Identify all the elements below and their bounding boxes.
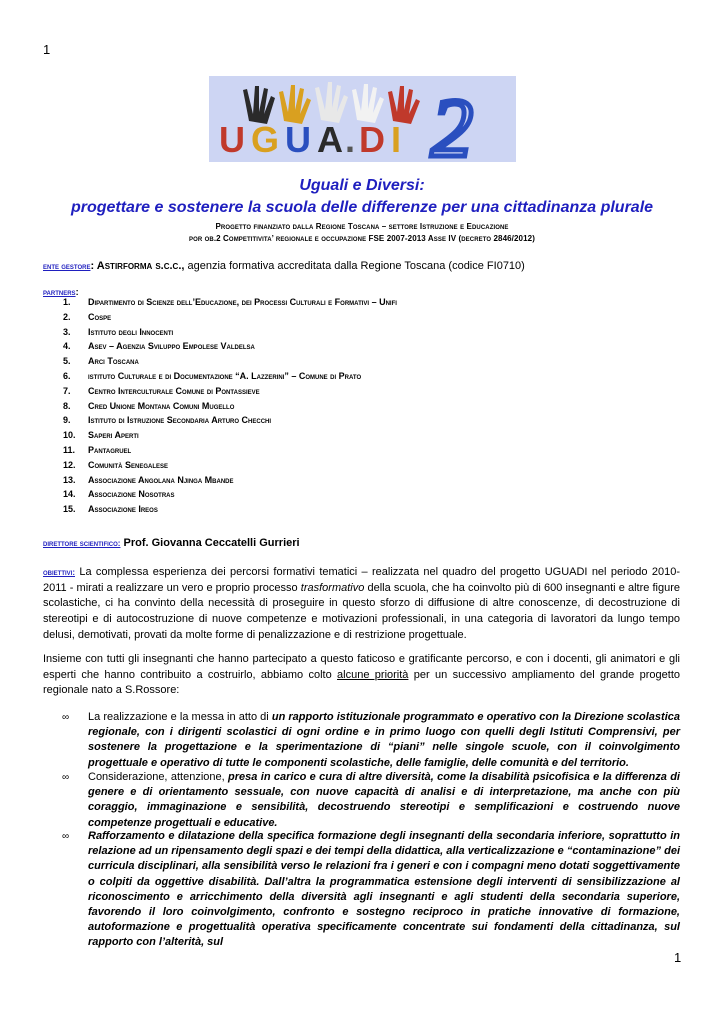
- partners-list: [63, 297, 397, 519]
- list-item: 6. istituto Culturale e di Documentazione “A. Lazzerini” – Comune di Prato: [63, 370, 362, 381]
- svg-text:G: G: [251, 119, 280, 160]
- infinity-bullet-icon: ∞: [62, 772, 70, 783]
- list-item: 4. Asev – Agenzia Sviluppo Empolese Valdelsa: [63, 341, 255, 352]
- ente-gestore-description: agenzia formativa accreditata dalla Regione Toscana (codice FI0710): [184, 260, 525, 272]
- uguadi-logo-graphic: [209, 76, 516, 162]
- subtitle-line-1: Progetto finanziato dalla Regione Toscana – settore Istruzione e Educazione: [215, 222, 509, 231]
- obiettivi-paragraph: obiettivi: La complessa esperienza dei percorsi formativi tematici – realizzata nel quadro del progetto UGUADI nel periodo 2010-2011 - mirati a realizzare un vero e proprio processo trasformativo della scuola, che ha coinvolto più di 600 insegnanti e altre figure scolastiche, ci ha convinto della necessità di proseguire in questo sforzo di diffusione di altre conoscenze, di decostruzione di stereotipi e di autocostruzione di nuove competenze e motivazioni professionali, in una categoria di lavoratori da lungo tempo delusi, demotivati, provati da molte forme di penalizzazione e di restrizione progettuale.: [43, 566, 680, 641]
- list-item: 1. Dipartimento di Scienze dell’Educazione, dei Processi Culturali e Formativi – Unifi: [63, 297, 397, 307]
- partners-heading: partners:: [43, 287, 79, 297]
- list-item: 3. Istituto degli Innocenti: [63, 326, 174, 337]
- subtitle-line-2: por ob.2 Competitivita’ regionale e occupazione FSE 2007-2013 Asse IV (decreto 2846/2012): [189, 234, 535, 243]
- page-number-bottom: 1: [674, 950, 682, 965]
- bullet-item: ∞ La realizzazione e la messa in atto di un rapporto istituzionale programmato e operativo con la Direzione scolastica regionale, con i dirigenti scolastici di ogni ordine e in primo luogo con quelli degli Istituti Comprensivi, per sostenere la progettazione e la sperimentazione di “piani” nelle singole scuole, con il coinvolgimento progettuale e operativo di tutte le componenti scolastiche, delle famiglie, delle comunità e del territorio.: [62, 711, 680, 769]
- partners-label: partners: [43, 288, 76, 297]
- list-item: 10. Saperi Aperti: [63, 430, 139, 441]
- priorities-paragraph: Insieme con tutti gli insegnanti che hanno partecipato a questo faticoso e gratificante percorso, e con i docenti, gli animatori e gli esperti che hanno contribuito a costruirlo, abbiamo colto alcune priorità per un successivo ampliamento del grande progetto regionale nato a S.Rossore:: [43, 653, 680, 697]
- bullet-item: ∞ Considerazione, attenzione, presa in carico e cura di altre diversità, come la disabilità psicofisica e la differenza di genere e di orientamento sessuale, con nuove capacità di analisi e di interpretazione, ma anche con più coraggio, immaginazione e sensibilità, decostruendo stereotipi e semplificazioni e costruendo nuove competenze progettuali e educative.: [62, 771, 680, 829]
- ente-gestore-name: Astirforma s.c.c.,: [96, 260, 185, 272]
- infinity-bullet-icon: ∞: [62, 712, 70, 723]
- list-item: 12. Comunità Senegalese: [63, 459, 169, 470]
- title-line-2: progettare e sostenere la scuola delle differenze per una cittadinanza plurale: [70, 199, 654, 216]
- uguadi-logo: [209, 76, 516, 162]
- svg-text:U: U: [285, 119, 311, 160]
- obiettivi-label: obiettivi:: [43, 568, 75, 577]
- direttore-value: Prof. Giovanna Ceccatelli Gurrieri: [123, 537, 300, 549]
- list-item: 11. Pantagruel: [63, 444, 132, 455]
- ente-gestore-label: ente gestore: [43, 262, 91, 271]
- list-item: 15. Associazione Ireos: [63, 504, 158, 515]
- page-number-top: 1: [43, 42, 51, 57]
- svg-text:2: 2: [431, 82, 473, 162]
- list-item: 5. Arci Toscana: [63, 356, 139, 367]
- list-item: 13. Associazione Angolana Njinga Mbande: [63, 474, 234, 485]
- list-item: 14. Associazione Nosotras: [63, 489, 175, 500]
- bullet-item: ∞ Rafforzamento e dilatazione della specifica formazione degli insegnanti della secondaria inferiore, soprattutto in relazione ad un ripensamento degli spazi e dei tempi della didattica, alla verticalizzazione e “contaminazione” dei curricula disciplinari, alla sensibilità verso le relazioni fra i generi e con i compagni meno dotati soggettivamente o colpiti da oggettive disabilità. Dall’altra la programmatica estensione degli interventi di sensibilizzazione al riconoscimento e arricchimento della diversità agli insegnanti e agli studenti della secondaria superiore, favorendo il loro coinvolgimento, confronto e sostegno reciproco in pratiche innovative di formazione, autoformazione e progettualità operativa specificamente concentrate sui fondamenti della cittadinanza, sul rapporto con l’alterità, sul: [62, 830, 680, 949]
- direttore-label: direttore scientifico:: [43, 539, 121, 548]
- svg-text:D: D: [359, 119, 385, 160]
- svg-text:I: I: [391, 119, 402, 160]
- title-line-1: Uguali e Diversi:: [299, 177, 425, 194]
- svg-text:U: U: [219, 119, 245, 160]
- svg-text:.: .: [345, 119, 356, 160]
- ente-gestore-colon: :: [90, 260, 97, 272]
- list-item: 2. Cospe: [63, 311, 112, 322]
- list-item: 8. Cred Unione Montana Comuni Mugello: [63, 400, 235, 411]
- infinity-bullet-icon: ∞: [62, 831, 70, 842]
- list-item: 9. Istituto di Istruzione Secondaria Arturo Checchi: [63, 415, 272, 426]
- ente-gestore: [43, 260, 525, 272]
- list-item: 7. Centro Interculturale Comune di Pontassieve: [63, 385, 260, 396]
- svg-text:A: A: [317, 119, 343, 160]
- direttore-scientifico: [43, 537, 300, 549]
